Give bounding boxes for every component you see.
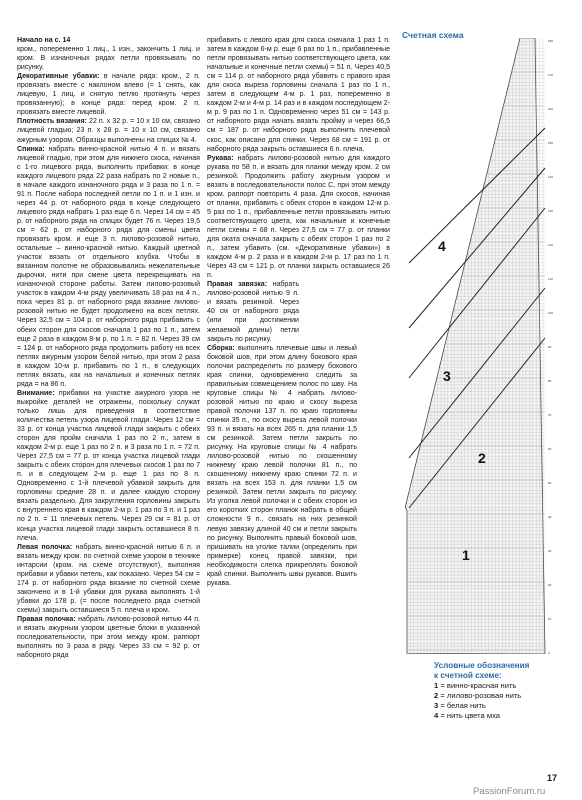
row-number: 180 [548, 39, 554, 43]
row-number: 70 [548, 413, 552, 417]
row-number: 60 [548, 447, 552, 451]
intro-paragraph: кром., попеременно 1 лиц., 1 изн., закончить 1 лиц. и кром. В изнаночных рядах петли провязывать по рисунку. [17, 46, 200, 72]
legend-item-num: 1 [434, 681, 439, 690]
zone-label: 2 [478, 450, 486, 466]
continued-note: Начало на с. 14 [17, 37, 71, 44]
sleeves-paragraph [207, 154, 390, 281]
zone-label: 4 [438, 238, 446, 254]
legend-item [434, 701, 574, 711]
tie-text: набрать лилово-розовой нитью 9 п. и вязать резинкой. Через 40 см от наборного ряда (или при достижении желаемой длины) петли закрыть по рисунку. [207, 281, 299, 343]
right-front-heading: Правая полочка: [17, 616, 76, 623]
back-paragraph [17, 145, 200, 389]
legend-item [434, 681, 574, 691]
legend-item-text: = лилово-розовая нить [440, 691, 522, 700]
assembly-paragraph [207, 344, 357, 588]
density-text: 22 п. х 32 р. = 10 х 10 см, связано лицевой гладью; 23 п. х 28 р. = 10 х 10 см, связано ажурным узором. Образцы выполнены на спицах № 4. [17, 118, 200, 144]
row-number: 30 [548, 549, 552, 553]
row-number: 40 [548, 515, 552, 519]
row-number: 20 [548, 583, 552, 587]
zone-label: 3 [443, 368, 451, 384]
note-text: прибавки на участке ажурного узора не выкройке деталей не отражены, поскольку служат только лишь для приведения в соответствие количества петель узора лицевой глади. Через 12 см = 33 р. от конца участка лицевой глади закрыть с обеих сторон для пройм сначала 1 раз по 2 п., затем в каждом 2-м р. еще 1 раз по 2 п. и 3 раза по 1 п. = 72 п. Через 27,5 см = 77 р. от конца участка лицевой глади закрыть с обеих сторон для плечевых скосов 1 раз по 7 п. и в следующем 2-м р. еще 1 раз по 8 п. Одновременно с 1-й плечевой убавкой закрыть для горловины средние 28 п. и далее каждую сторону вязать раздельно. Для закругления горловины закрыть с внутреннего края в каждом 2-м р. 1 раз по 3 п. и 1 раз по 2 п. = 11 плечевых петель. Через 29 см = 81 р. от конца участка лицевой глади закрыть оставшиеся 8 п. плеча. [17, 389, 200, 542]
assembly-text: выполнить плечевые швы и левый боковой шов, при этом длину бокового края полочки распределить по размеру бокового края спинки, одновременно следить за правильным совмещением полос по шву. На круговые спицы № 4 набрать лилово-розовой нитью по краю и скосу выреза правой полочки 137 п. по краю горловины спинки 35 п., по скосу выреза левой полочки 93 п. и вязать на всех 265 п. для планки 1,5 см резинкой. Затем петли закрыть по рисунку. На круговые спицы № 4 набрать лилово-розовой нитью по скошенному нижнему краю левой полочки 81 п., по скошенному нижнему краю спинки 72 п. и вязать на всех 153 п. для планки 1,5 см резинкой. Затем петли закрыть по рисунку. Из уголка левой полочки и с обеих сторон из его коротких сторон планок набрать в общей сложности 9 п., связать на них резинкой левую завязку длиной 40 см и петли закрыть по рисунку. Выполнить правый боковой шов, пришивать на уголке талии (определить при примерке) конец правой завязки, при необходимости слегка прикреплять боковой край спинки. Выполнить швы рукавов. Вшить рукава. [207, 344, 357, 587]
legend-item-text: = нить цвета мха [440, 711, 501, 720]
tie-heading: Правая завязка: [207, 281, 268, 289]
chart-legend [434, 661, 574, 721]
row-number: 130 [548, 209, 554, 213]
tie-paragraph [207, 280, 299, 343]
density-paragraph [17, 117, 200, 144]
assembly-heading: Сборка: [207, 344, 235, 352]
row-number: 50 [548, 481, 552, 485]
sleeves-heading: Рукава: [207, 154, 234, 162]
legend-item-num: 4 [434, 711, 439, 720]
decor-heading: Декоративные убавки: [17, 73, 100, 81]
row-number: 90 [548, 345, 552, 349]
legend-item [434, 711, 574, 721]
row-number: 120 [548, 243, 554, 247]
legend-item-num: 3 [434, 701, 439, 710]
knitting-chart [395, 38, 565, 654]
back-heading: Спинка: [17, 145, 45, 153]
left-front-heading: Левая полочка: [17, 543, 73, 551]
legend-item [434, 691, 574, 701]
row-number: 170 [548, 73, 554, 77]
chart-title: Счетная схема [402, 30, 464, 40]
row-number: 0 [548, 651, 550, 654]
watermark: PassionForum.ru [473, 786, 546, 797]
text-column-middle [207, 36, 390, 588]
note-paragraph [17, 389, 200, 543]
left-front-paragraph [17, 543, 200, 615]
right-front-text: набрать лилово-розовой нитью 44 п. и вязать ажурным узором цветные блоки в указанной последовательности, при этом между кром. раппорт выполнять по 3 раза в ряду. Через 33 см = 92 р. от наборного ряда [17, 616, 200, 660]
legend-title-1: Условные обозначения [434, 661, 530, 670]
legend-item-text: = винно-красная нить [440, 681, 517, 690]
legend-item-num: 2 [434, 691, 439, 700]
zone-label: 1 [462, 547, 470, 563]
decor-text: в начале ряда: кром., 2 п. провязать вместе с наклоном влево (= 1 снять, как лицевую, 1 лиц. и снятую петлю протянуть через провязанную); в конце ряда: перед кром. 2 п. провязать вместе лицевой. [17, 73, 200, 117]
page-number: 17 [547, 773, 558, 783]
density-heading: Плотность вязания: [17, 118, 87, 126]
row-number: 140 [548, 175, 554, 179]
chart-grid [405, 38, 553, 654]
row-number: 160 [548, 107, 554, 111]
legend-title-2: к счетной схеме: [434, 671, 502, 680]
right-front-paragraph [17, 615, 200, 660]
right-front-continued: прибавить с левого края для скоса сначала 1 раз 1 п. затем в каждом 6-м р. еще 6 раз по 1 п., прибавленные петли провязывать нитью соответствующего цвета, как начальные и конечные петли схемы) = 51 п. Через 40,5 см = 114 р. от наборного ряда убавить с правого края для скоса выреза горловины сначала 1 раз по 1 п., затем в следующем 4-м р. 1 раз, попеременно в каждом 2-м и 4-м р. 14 раз и в каждом последующем 2-м р. 9 раз по 1 п. Одновременно через 51 см = 143 р. от наборного ряда начать вязать пройму и через 66,5 см = 187 р. от наборного ряда выполнить плечевой скос, как описано для спинки. Через 68 см = 191 р. от наборного ряда закрыть оставшиеся 6 п. плеча. [207, 37, 390, 153]
row-number: 110 [548, 277, 553, 281]
row-number: 10 [548, 617, 552, 621]
sleeves-text: набрать лилово-розовой нитью для каждого рукава по 58 п. и вязать для планки между кром. 2 см резинкой. Продолжить работу ажурным узором и вязать в последовательности полос С, при этом между кром. раппорт повторить 4 раза. Для скосов, начиная от планки, прибавить с обеих сторон в каждом 12-м р. 5 раз по 1 п., прибавленные петли провязывать нитью соответствующего цвета, как начальные и конечные петли схемы = 68 п. Через 27,5 см = 77 р. от планки для оката сначала закрыть с обеих сторон 1 раз по 2 п., затем убавить (см. «Декоративные убавки») в каждом 4-м р. 2 раза и в каждом 2-м р. 17 раз по 1 п. Через 43 см = 121 р. от планки закрыть оставшиеся 26 п. [207, 154, 390, 280]
text-column-left [17, 36, 200, 660]
back-text: набрать винно-красной нитью 4 п. и вязать лицевой гладью, при этом для нижнего скоса, начиная с 1-го лицевого ряда, выполнить прибавки: в конце каждого лицевого ряда 22 раза набрать по 2 новые п., в начале каждого изнаночного ряда и 3 раза по 1 п. = 91 п. После набора последней петли по 1 п. и 1 изн. и через 44 р. от наборного ряда в конце следующего лицевого ряда набрать 1 раз еще 6 п. Через 14 см = 45 р. от наборного ряда на спицах будет 76 п. Через 19,5 см = 62 р. от наборного ряда для смены цвета провязать кром. и еще 3 п. лилово-розовой нитью, остальные – винно-красной нитью. Каждый цветной участок вязать от отдельного клубка. Чтобы в вязанном полотне не образовывались нежелательные дырочки, нити при смене цвета перекрещивать на изнаночной стороне работы. Затем лилово-розовый участок в каждом 4-м ряду увеличивать 18 раз на 4 п., пока через 81 р. от наборного ряда вязание лилово-розовой нитью не будет продолжено на всех петлях. Через 32,5 см = 104 р. от наборного ряда прибавить с обеих сторон для скосов сначала 1 раз по 1 п., затем еще 2 раза в каждом 8-м р. по 1 п. = 82 п. Через 39 см = 124 р. от наборного ряда продолжить работу на всех петлях ажурным узором белой нитью, при этом 2 раза в каждом 10-м р. прибавить по 1 п., в следующих петлях вязать, как на начальных и конечных петлях ряда = на 86 п. [17, 145, 200, 388]
row-number: 150 [548, 141, 554, 145]
left-front-text: набрать винно-красной нитью 6 п. и вязать между кром. по счетной схеме узором в технике интарсии (кром. на схеме отсутствуют), выполняя прибавки и убавки петель, как показано. Через 54 см = 174 р. от наборного ряда вязание по счетной схеме закончено и в 1-й убавки для рукава выполнять 1-й убавки до 178 р. (= после последнего ряда счетной схемы) закрыть оставшиеся 5 п. плеча и кром. [17, 543, 201, 614]
legend-item-text: = белая нить [440, 701, 486, 710]
decor-paragraph [17, 72, 200, 117]
row-number: 80 [548, 379, 552, 383]
row-number: 100 [548, 311, 554, 315]
note-heading: Внимание: [17, 389, 55, 397]
